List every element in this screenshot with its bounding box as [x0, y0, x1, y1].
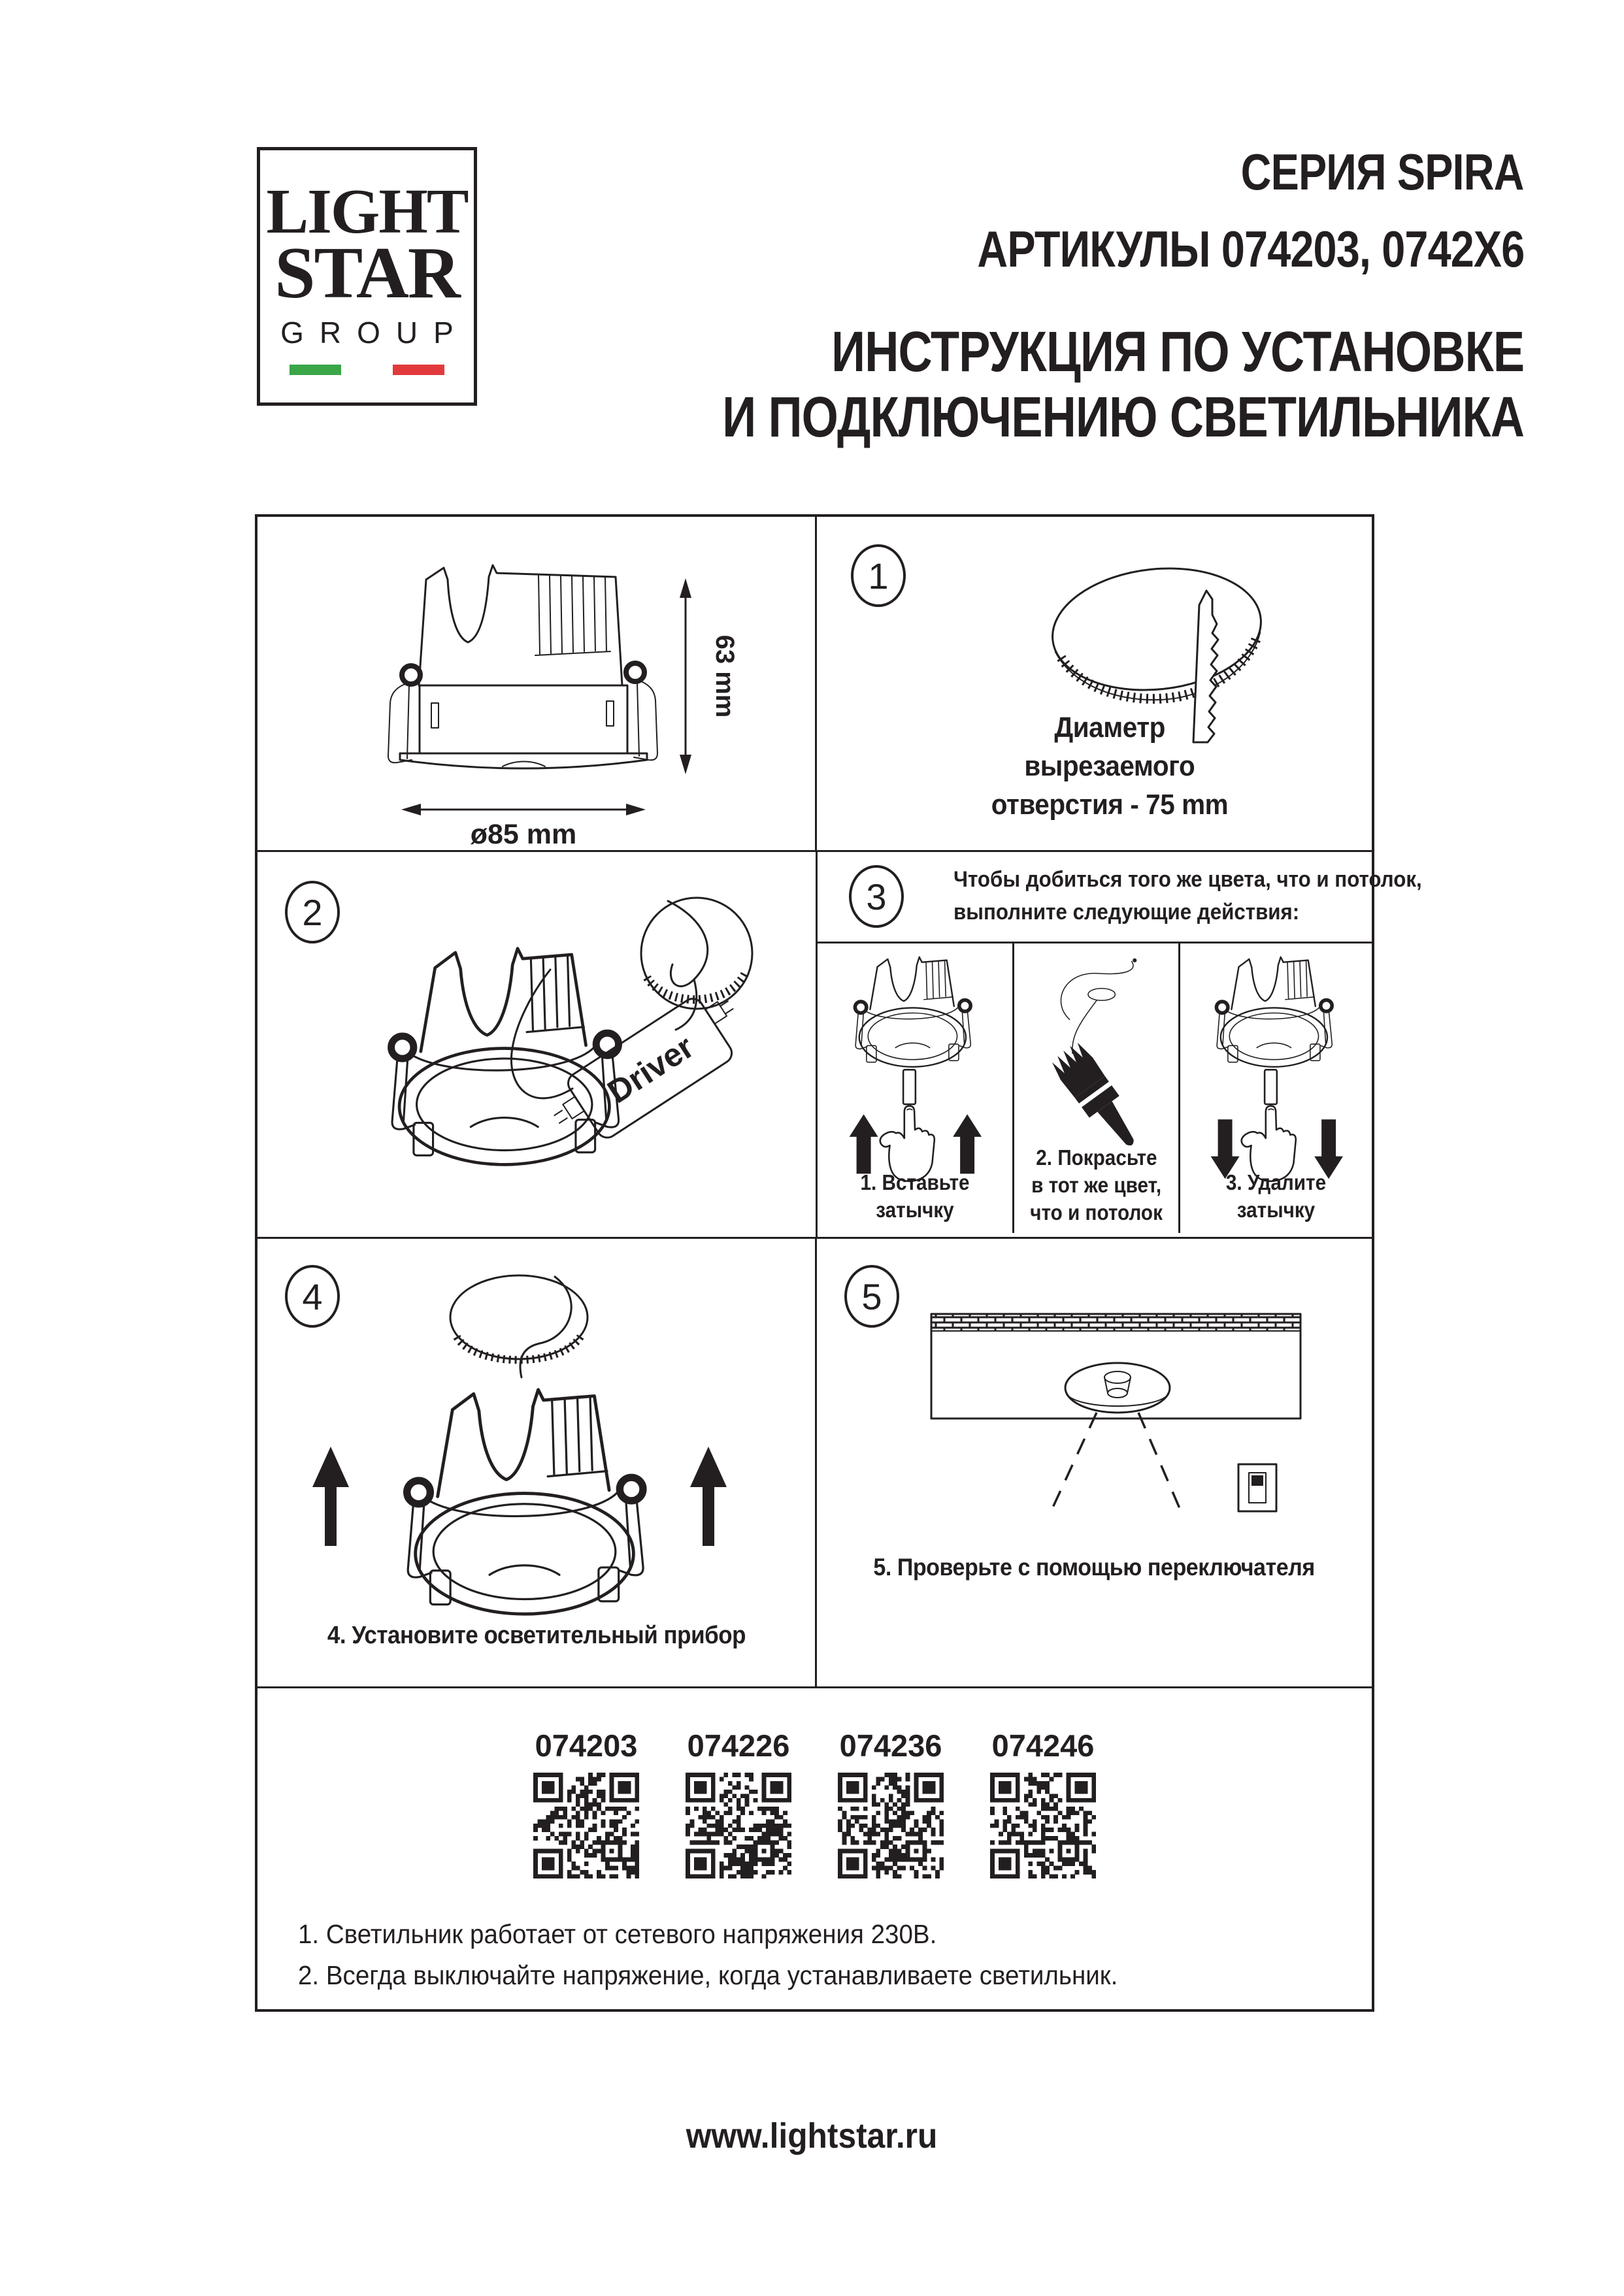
step-number: 5 [861, 1275, 882, 1317]
paint-brush-illustration [1021, 955, 1172, 1171]
instruction-table [255, 514, 1422, 2012]
safety-notes [298, 1914, 1170, 1996]
driver-label: Driver [601, 1028, 701, 1111]
qr-code [838, 1773, 944, 1878]
qr-code [686, 1773, 791, 1878]
step-1-caption: 1. Вставьте затычку [860, 1170, 970, 1222]
step-number: 1 [868, 555, 889, 597]
panel-3-instruction: Чтобы добиться того же цвета, что и потолок, выполните следующие действия: [953, 867, 1422, 925]
panel-5 [817, 1239, 1372, 1686]
logo-star: STAR [274, 233, 459, 314]
article-block [684, 1728, 793, 1878]
step-number: 3 [866, 876, 887, 917]
light-switch-icon [1238, 1464, 1276, 1511]
article-block [532, 1728, 641, 1878]
panel-4-caption: 4. Установите осветительный прибор [327, 1622, 746, 1649]
panel-3-step-2 [1014, 943, 1180, 1233]
panel-dimensions [257, 517, 817, 850]
step-number-badge [849, 865, 904, 928]
article-block [989, 1728, 1098, 1878]
qr-code [990, 1773, 1096, 1878]
panel-1-caption: Диаметр вырезаемого отверстия - 75 mm [991, 712, 1229, 821]
logo-group: GROUP [280, 316, 469, 350]
diameter-dimension-label: ø85 mm [470, 819, 577, 847]
panel-2 [257, 852, 818, 1237]
step-number: 2 [302, 891, 323, 933]
panel-3-step-3 [1180, 943, 1372, 1233]
flag-green [290, 365, 341, 375]
article-code-label: 074246 [991, 1728, 1095, 1763]
height-dimension-label: 63 mm [710, 634, 739, 718]
panel-4 [257, 1239, 817, 1686]
series-title: СЕРИЯ SPIRA [1241, 143, 1524, 201]
switch-test-illustration [817, 1239, 1372, 1683]
note-1: 1. Светильник работает от сетевого напряжения 230В. [298, 1919, 937, 1949]
step-number: 4 [302, 1275, 323, 1317]
articles-line: АРТИКУЛЫ 074203, 0742X6 [976, 220, 1524, 278]
install-luminaire-illustration [257, 1239, 814, 1644]
doc-title-line2: И ПОДКЛЮЧЕНИЮ СВЕТИЛЬНИКА [722, 385, 1524, 449]
lightstar-logo [257, 147, 477, 406]
step-number-badge [285, 881, 340, 943]
flag-white [341, 365, 393, 375]
italy-flag [290, 365, 445, 375]
insert-plug-illustration [831, 946, 999, 1191]
note-2: 2. Всегда выключайте напряжение, когда устанавливаете светильник. [298, 1960, 1118, 1990]
luminaire-driver-illustration [257, 852, 814, 1234]
articles-panel [257, 1688, 1372, 2007]
panel-3-header [818, 852, 1422, 943]
article-block [837, 1728, 946, 1878]
article-code-label: 074236 [839, 1728, 942, 1763]
website-link: www.lightstar.ru [686, 2116, 938, 2156]
step-number-badge [844, 1265, 899, 1328]
qr-code [533, 1773, 639, 1878]
logo-light: LIGHT [266, 176, 468, 246]
panel-3 [818, 852, 1422, 1237]
article-code-label: 074203 [535, 1728, 638, 1763]
step-3-caption: 3. Удалите затычку [1225, 1170, 1327, 1222]
doc-title-line1: ИНСТРУКЦИЯ ПО УСТАНОВКЕ [831, 320, 1524, 384]
qr-row [257, 1728, 1372, 1878]
article-code-label: 074226 [687, 1728, 790, 1763]
flag-red [393, 365, 444, 375]
remove-plug-illustration [1193, 946, 1360, 1191]
step-2-caption: 2. Покрасьте в тот же цвет, что и потолок [1030, 1145, 1163, 1224]
panel-3-step-1 [818, 943, 1014, 1233]
panel-1 [817, 517, 1372, 850]
dimension-drawing [257, 517, 814, 847]
step-number-badge [285, 1265, 340, 1328]
panel-5-caption: 5. Проверьте с помощью переключателя [873, 1554, 1316, 1581]
step-number-badge [851, 544, 906, 607]
